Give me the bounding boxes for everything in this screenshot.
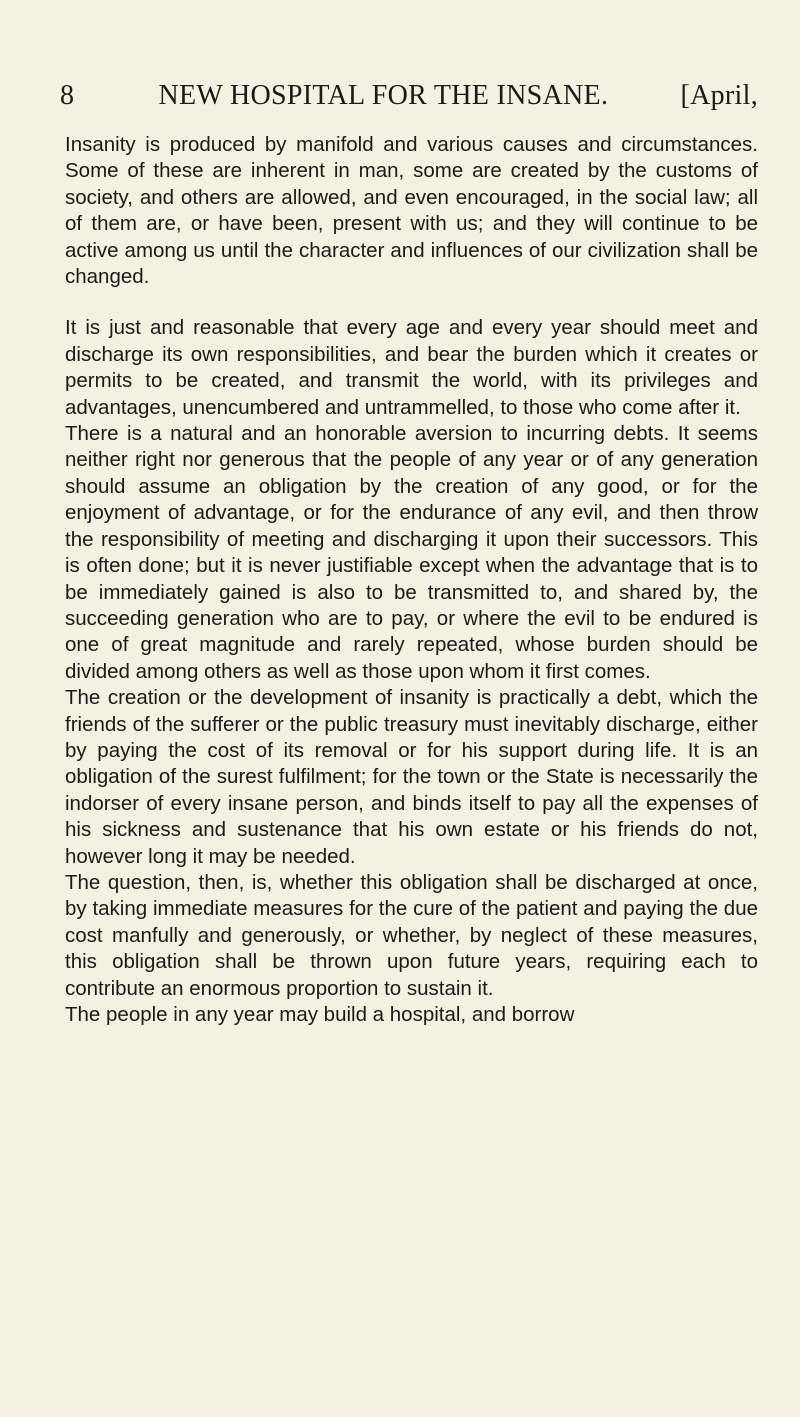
body-text xyxy=(60,132,758,1028)
running-title: NEW HOSPITAL FOR THE INSANE. xyxy=(158,80,609,111)
page-number: 8 xyxy=(60,80,75,111)
paragraph: The creation or the development of insanity is practically a debt, which the friends of the sufferer or the public treasury must inevitably discharge, either by paying the cost of its removal or for his support during life. It is an obligation of the surest fulfilment; for the town or the State is necessarily the indorser of every insane person, and binds itself to pay all the expenses of his sickness and sustenance that his own estate or his friends do not, however long it may be needed. xyxy=(65,686,758,868)
paragraph: It is just and reasonable that every age and every year should meet and discharge its own responsibilities, and bear the burden which it creates or permits to be created, and transmit the world, with its privileges and advantages, unencumbered and untrammelled, to those who come after it. xyxy=(65,316,758,419)
running-date: [April, xyxy=(680,80,758,111)
paragraph: There is a natural and an honorable aversion to incurring debts. It seems neither right nor generous that the people of any year or of any generation should assume an obligation by the creation of any good, or for the enjoyment of advantage, or for the endurance of any evil, and then throw the responsibility of meeting and discharging it upon their successors. This is often done; but it is never justifiable except when the advantage that is to be immediately gained is also to be transmitted to, and shared by, the succeeding generation who are to pay, or where the evil to be endured is one of great magnitude and rarely repeated, whose burden should be divided among others as well as those upon whom it first comes. xyxy=(65,422,758,683)
running-head xyxy=(60,80,758,112)
paragraph: The people in any year may build a hospital, and borrow xyxy=(65,1003,575,1026)
paragraph: Insanity is produced by manifold and various causes and circumstances. Some of these are inherent in man, some are created by the customs of society, and others are allowed, and even encouraged, in the social law; all of them are, or have been, present with us; and they will continue to be active among us until the character and influences of our civilization shall be changed. xyxy=(65,133,758,289)
paragraph: The question, then, is, whether this obligation shall be discharged at once, by taking immediate measures for the cure of the patient and paying the due cost manfully and generously, or whether, by neglect of these measures, this obligation shall be thrown upon future years, requiring each to contribute an enormous proportion to sustain it. xyxy=(65,870,758,1000)
